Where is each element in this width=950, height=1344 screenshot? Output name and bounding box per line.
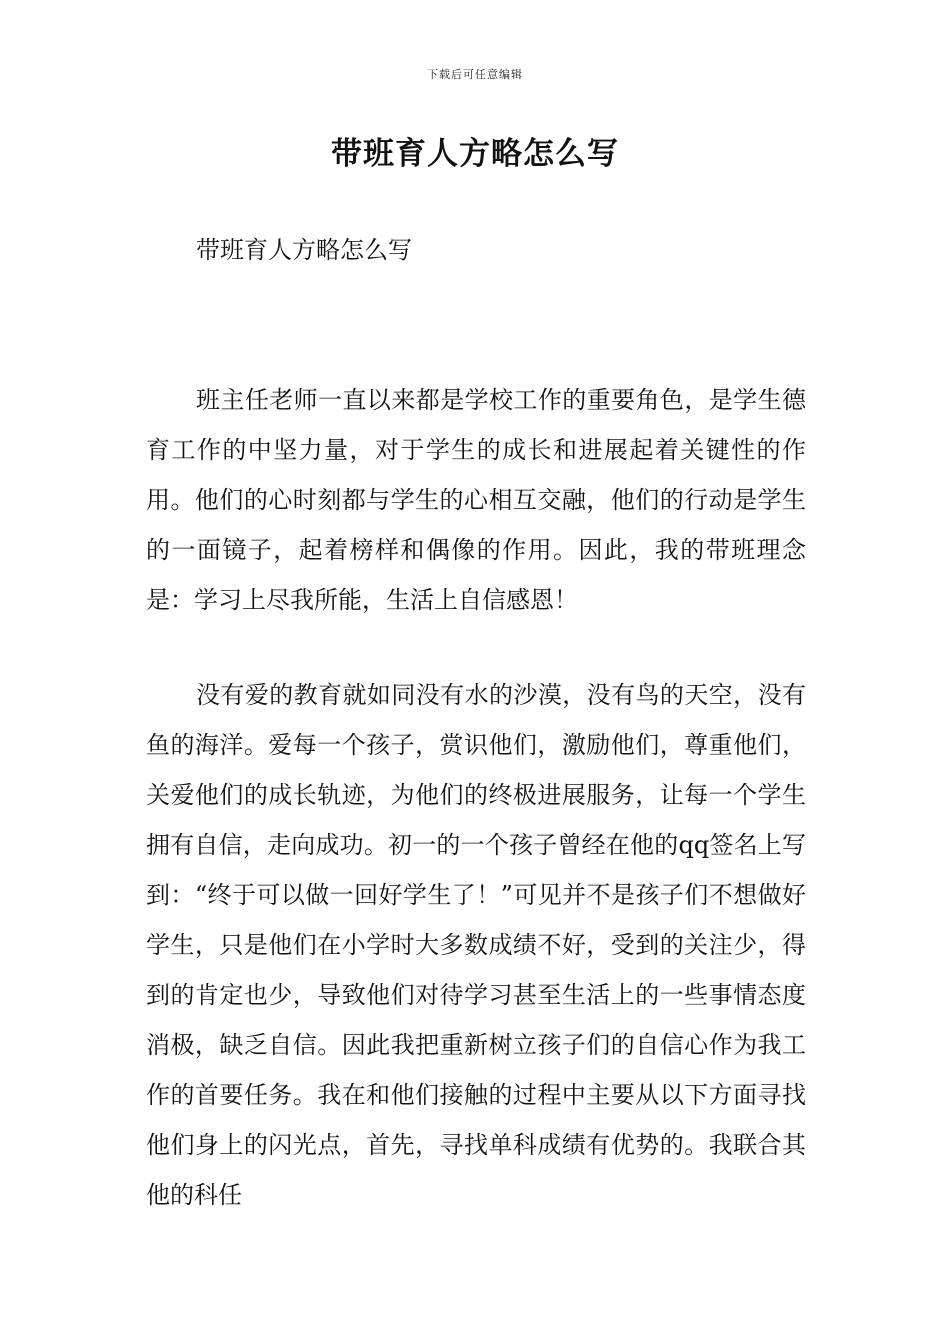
body-paragraph-1: 班主任老师一直以来都是学校工作的重要角色，是学生德育工作的中坚力量，对于学生的成长和进展起着关键性的作用。他们的心时刻都与学生的心相互交融，他们的行动是学生的一面镜子，起着榜样和偶像的作用。因此，我的带班理念是：学习上尽我所能，生活上自信感恩！ [146, 386, 806, 614]
body-paragraph-2: 没有爱的教育就如同没有水的沙漠，没有鸟的天空，没有鱼的海洋。爱每一个孩子，赏识他们，激励他们，尊重他们，关爱他们的成长轨迹，为他们的终极进展服务，让每一个学生拥有自信，走向成功。初一的一个孩子曾经在他的qq签名上写到：“终于可以做一回好学生了！”可见并不是孩子们不想做好学生，只是他们在小学时大多数成绩不好，受到的关注少，得到的肯定也少，导致他们对待学习甚至生活上的一些事情态度消极，缺乏自信。因此我把重新树立孩子们的自信心作为我工作的首要任务。我在和他们接触的过程中主要从以下方面寻找他们身上的闪光点，首先，寻找单科成绩有优势的。我联合其他的科任 [146, 681, 806, 1209]
document-subtitle: 带班育人方略怎么写 [196, 236, 412, 264]
document-title: 带班育人方略怎么写 [331, 136, 619, 172]
page-header-note: 下载后可任意编辑 [427, 68, 523, 81]
